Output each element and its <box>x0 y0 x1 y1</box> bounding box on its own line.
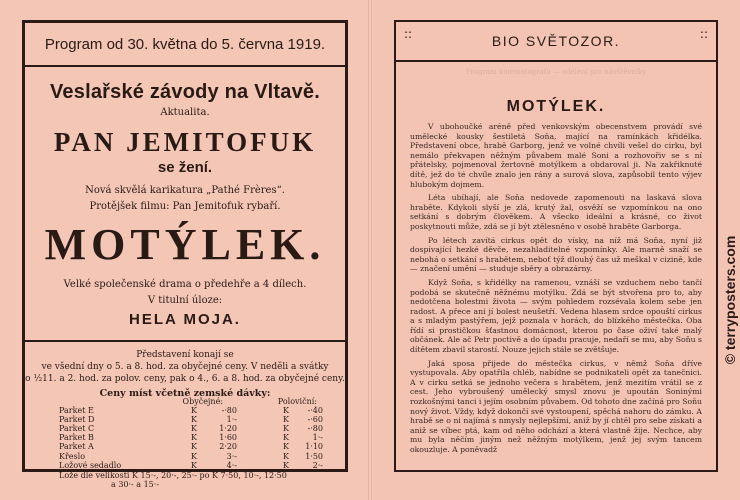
price-cell-k1: K <box>191 415 197 425</box>
price-table <box>59 397 323 489</box>
price-cell-k1: K <box>191 424 197 434</box>
price-cell-label: Parket A <box>59 442 94 452</box>
program-header: Program od 30. května do 5. června 1919. <box>25 23 345 67</box>
price-row <box>59 461 323 470</box>
price-cell-v2: 1·- <box>312 433 323 443</box>
stamp-text: © terryposters.com <box>722 235 738 365</box>
show-through-text: Program kinematografu — sdělení pro návštěvníky <box>465 68 647 76</box>
drama-description: Velké společenské drama o předehře a 4 dílech. <box>63 279 307 290</box>
rowing-race-title: Veslařské závody na Vltavě. <box>49 81 320 103</box>
price-cell-v2: 1·10 <box>305 442 323 452</box>
prices-heading: Ceny míst včetně zemské dávky: <box>99 388 271 399</box>
watermark-stamp <box>722 150 738 450</box>
story-title: MOTÝLEK. <box>506 98 606 115</box>
showtimes-weekend: o ½11. a 2. hod. za polov. ceny, pak o 4., 6. a 8. hod. za obyčejné ceny. <box>25 374 345 384</box>
price-cell-v1: 4·- <box>226 460 237 470</box>
price-cell-v2: 2·- <box>312 460 323 470</box>
price-cell-k2: K <box>283 406 289 416</box>
story-paragraph: Po létech zavítá cirkus opět do vísky, na níž má Soňa, nyní již dospívající hezké děvče, nezahladitelné vzpomínky. Ale marně snaží se nebohá o setkání s hrabětem, neboť týž dlouhý čas už meškal v cizině, kde — značení umění — studuje sběry a obrazárny. <box>410 235 702 274</box>
cinema-header: BIO SVĚTOZOR. <box>396 22 716 62</box>
price-cell-label: Parket C <box>59 424 95 434</box>
lead-actress: HELA MOJA. <box>129 311 241 328</box>
price-cell-v1: 3·- <box>226 451 237 461</box>
price-cell-v2: -·80 <box>307 424 323 434</box>
price-row <box>59 442 323 451</box>
col-polovicni: Poloviční: <box>277 397 317 406</box>
price-row <box>59 424 323 433</box>
price-cell-k1: K <box>191 451 197 461</box>
se-zeni-subtitle: se žení. <box>157 159 213 176</box>
nova-karikatura-line: Nová skvělá karikatura „Pathé Frères“. <box>85 185 285 196</box>
price-cell-v1: 1·20 <box>219 424 237 434</box>
price-cell-k1: K <box>191 406 197 416</box>
price-cell-k2: K <box>283 433 289 443</box>
motylek-headline: MOTÝLEK. <box>44 220 326 269</box>
price-row <box>59 452 323 461</box>
story-paragraph: V ubohoučké aréně před venkovským obecenstvem provádí své umělecké kousky šestiletá Soňa, mající na ramínkách křidélka. Představení obce, hrabě Garborg, jenž ve volné chvíli vešel do cirku, byl nemálo překvapen něžným půvabem malé Soni a rozhovořiv se s ní přátelsky, pojmenoval žertovně motýlkem a obdaroval ji. Na zakřiknuté dítě, jež do té chvíle znalo jen rány a surová slova, zapůsobil tento výjev hlubokým dojmem. <box>410 122 702 189</box>
ornament-dots-right: :: <box>699 27 708 41</box>
price-cell-k2: K <box>283 451 289 461</box>
pan-jemitofuk-title: PAN JEMITOFUK <box>53 127 317 157</box>
story-paragraph: Jaká sposa přijede do městečka cirkus, v němž Soňa dříve vystupovala. Aby opatřila chléb, nabídne se podnikateli opět za tanečnici. A v cirku setká se jednoho večera s hrabětem, jenž mezitím vrátil se z cest. Jeho vybroušený umělecký smysl znovu je upoután Soninými rozkošnými tanci i jejím osobním půvabem. Od tohoto dne začíná pro Soňu nový život. Vždy, když dokončí své vystoupení, spěchá nahoru do zámku. A hrabě se o ni najímá s nmysly nejlepšími, aniž by jí chtěl pro sebe získati a aniž se víbec ptá, kam od něho odchází a která vlastně žije. Nechce, aby mu byla něčím jiným než něžným motýlkem, jenž jej svým tancem okouzluje. A poněvadž <box>410 358 702 454</box>
story-frame <box>394 20 718 472</box>
showtimes-intro: Představení konají se <box>136 350 234 360</box>
price-table-header <box>59 397 323 406</box>
price-cell-v1: 2·20 <box>219 442 237 452</box>
right-page <box>370 0 740 500</box>
price-cell-v2: 1·50 <box>305 451 323 461</box>
price-footnote-2: a 30·- a 15·- <box>111 479 160 489</box>
price-cell-k2: K <box>283 460 289 470</box>
program-frame <box>22 20 348 489</box>
col-obycejne: Obyčejné: <box>182 397 223 406</box>
price-row <box>59 433 323 442</box>
ornament-dots-left: :: <box>404 27 413 41</box>
price-cell-label: Ložové sedadlo <box>59 460 122 470</box>
price-cell-label: Parket B <box>59 433 94 443</box>
price-cell-label: Parket D <box>59 415 95 425</box>
price-cell-v2: -·40 <box>307 406 323 416</box>
divider <box>25 340 345 342</box>
price-cell-label: Křeslo <box>59 451 86 461</box>
v-titulni-uloze: V titulní úloze: <box>147 295 223 306</box>
page-fold <box>368 0 372 500</box>
price-footnote: Lože dle velikosti K 15·-, 20·-, 25·- po K 7·50, 10·-, 12·50 <box>59 470 287 480</box>
price-cell-v1: -·80 <box>221 406 237 416</box>
story-text <box>410 122 702 459</box>
price-cell-v1: 1·- <box>226 415 237 425</box>
price-cell-k2: K <box>283 415 289 425</box>
aktualita-label: Aktualita. <box>160 107 210 118</box>
showtimes-weekday: ve všední dny o 5. a 8. hod. za obyčejné ceny. V neděli a svátky <box>41 362 329 372</box>
price-row <box>59 406 323 415</box>
price-row <box>59 415 323 424</box>
price-cell-k1: K <box>191 433 197 443</box>
price-cell-k1: K <box>191 442 197 452</box>
story-paragraph: Když Soňa, s křidélky na ramenou, vznáší se vzduchem nebo tančí podobá se skutečně něžnému motýlku. Zdá se být stvořena pro to, aby nedotčena bolestmi života — svým pohledem rozsévala kolem sebe jen radost. A přece ani jí bolest neušetří. Vedena hlasem srdce opouští cirkus a s mladým pastýřem, jejž poznala v horách, do blízkého městečka. Oba řídí si prostičkou šťastnou domácnost, kterou po čase oživí také malý občánek. Ale ač Petr poctivě a do úpadu pracuje, nedaří se mu, aby Soňu s dítětem zbavil starostí. Nouze jejich stále se zvětšuje. <box>410 277 702 355</box>
price-cell-label: Parket E <box>59 406 94 416</box>
story-paragraph: Léta ubíhají, ale Soňa nedovede zapomenouti na laskavá slova hraběte. Kdykoli slyší je zlá, krutý žal, osvěží se vzpomínkou na ono setkání s dobrým člověkem. A všecko ideální a krásné, co život poskytnouti může, zdá se jí být ztělesněno v osobě hraběte Garborga. <box>410 193 702 231</box>
price-cell-v2: -·60 <box>307 415 323 425</box>
price-cell-k2: K <box>283 442 289 452</box>
price-cell-k2: K <box>283 424 289 434</box>
price-cell-v1: 1·60 <box>219 433 237 443</box>
protejsek-line: Protějšek filmu: Pan Jemitofuk rybaří. <box>89 201 281 212</box>
price-cell-k1: K <box>191 460 197 470</box>
